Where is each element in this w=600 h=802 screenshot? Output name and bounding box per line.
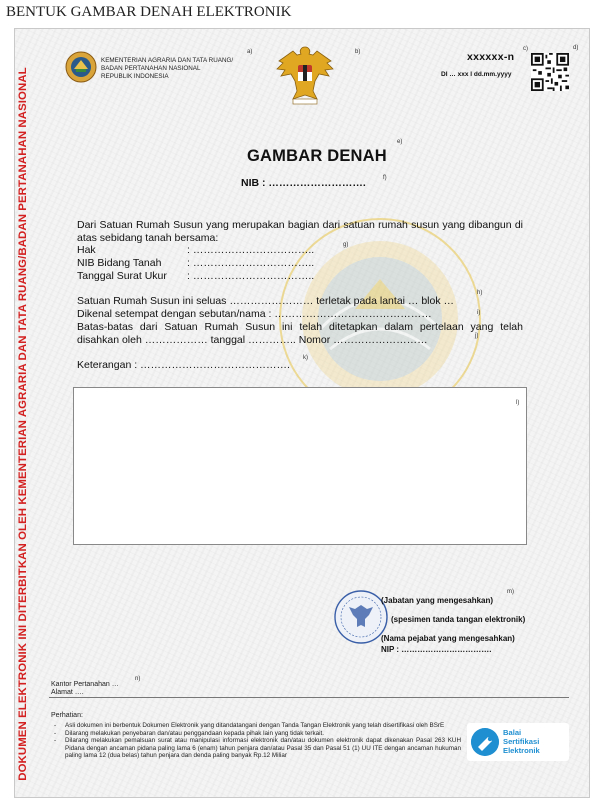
- signature-official-name: (Nama pejabat yang mengesahkan): [381, 634, 515, 643]
- bsre-badge: [467, 723, 569, 761]
- field-nib-bidang: [77, 257, 314, 269]
- document-date: DI … xxx l dd.mm.yyyy: [441, 71, 512, 78]
- warning-item: - Dilarang melakukan pemalsuan surat atau manipulasi informasi elektronik dan/atau dokumen elektronik dapat dikenakan Pasal 263 KUH Pidana dengan ancaman pidana paling lama 6 (enam) tahun penjara dan/atau Pasal 35 dan Pasal 51 (1) UU ITE dengan ancaman hukuman paling lama 12 (dua belas) tahun penjara dan denda paling banyak Rp.12 Miliar: [51, 737, 461, 760]
- field-value: : ……………………………..: [187, 257, 315, 269]
- keterangan-line: Keterangan : …………………………………….: [77, 359, 290, 371]
- field-value: : ……………………………..: [187, 244, 315, 256]
- field-value: : ……………………………..: [187, 270, 315, 282]
- floor-plan-box: [73, 387, 527, 545]
- bsre-line-3: Elektronik: [503, 746, 540, 755]
- marker-j: j): [475, 333, 479, 339]
- signature-nip: NIP : …………………………….: [381, 645, 492, 654]
- marker-b: b): [355, 49, 361, 55]
- ministry-logo-icon: [65, 51, 97, 83]
- ministry-line-3: REPUBLIK INDONESIA: [101, 73, 169, 80]
- office-address: Alamat ….: [51, 689, 84, 696]
- office-name: Kantor Pertanahan …: [51, 681, 119, 688]
- marker-d: d): [573, 45, 579, 51]
- marker-c: c): [523, 46, 528, 52]
- page-heading: BENTUK GAMBAR DENAH ELEKTRONIK: [6, 4, 292, 20]
- warning-item: - Asli dokumen ini berbentuk Dokumen Elektronik yang ditandatangani dengan Tanda Tangan Elektronik yang telah disertifikasi oleh BSrE: [51, 722, 461, 730]
- field-label: Hak: [77, 244, 96, 256]
- intro-paragraph: Dari Satuan Rumah Susun yang merupakan bagian dari satuan rumah susun yang dibangun di atas sebidang tanah bersama:: [77, 219, 523, 244]
- field-label: Tanggal Surat Ukur: [77, 270, 167, 282]
- nib-line: NIB : ……………………….: [241, 177, 366, 189]
- signature-specimen: (spesimen tanda tangan elektronik): [391, 615, 526, 624]
- boundary-paragraph: Batas-batas dari Satuan Rumah Susun ini telah ditetapkan dalam pertelaan yang telah disahkan oleh ……………… tanggal ………….. Nomor ………………………: [77, 321, 523, 346]
- marker-k: k): [303, 355, 308, 361]
- marker-i: i): [477, 310, 481, 316]
- bsre-name: [503, 728, 540, 755]
- marker-m: m): [507, 589, 514, 595]
- side-vertical-text: DOKUMEN ELEKTRONIK INI DITERBITKAN OLEH KEMENTERIAN AGRARIA DAN TATA RUANG/BADAN PERTANAHAN NASIONAL: [17, 67, 29, 781]
- document-code: xxxxxx-n: [467, 51, 515, 63]
- marker-e: e): [397, 139, 403, 145]
- field-label: NIB Bidang Tanah: [77, 257, 162, 269]
- marker-h: h): [477, 290, 483, 296]
- marker-a: a): [247, 49, 253, 55]
- marker-n: n): [135, 676, 141, 682]
- marker-l: l): [516, 400, 520, 406]
- warning-item: - Dilarang melakukan penyebaran dan/atau penggandaan kepada pihak lain yang tidak terkait.: [51, 730, 461, 738]
- document-sheet: [14, 28, 590, 798]
- marker-f: f): [383, 175, 387, 181]
- field-tanggal-surat-ukur: [77, 270, 314, 282]
- qr-code-icon[interactable]: [531, 53, 569, 91]
- field-hak: [77, 244, 314, 256]
- ministry-line-1: KEMENTERIAN AGRARIA DAN TATA RUANG/: [101, 57, 234, 64]
- garuda-emblem-icon: [271, 41, 339, 107]
- warning-title: Perhatian:: [51, 712, 83, 719]
- document-title: GAMBAR DENAH: [247, 147, 387, 165]
- ministry-name: [101, 57, 233, 81]
- warning-list: [51, 722, 461, 760]
- bsre-logo-icon: [471, 728, 499, 756]
- marker-g: g): [343, 242, 349, 248]
- divider-line: [49, 697, 569, 698]
- unit-size-line: Satuan Rumah Susun ini seluas …………………… terletak pada lantai … blok …: [77, 295, 455, 307]
- bsre-line-1: Balai: [503, 728, 522, 737]
- ministry-line-2: BADAN PERTANAHAN NASIONAL: [101, 65, 201, 72]
- local-name-line: Dikenal setempat dengan sebutan/nama : ………………………………………: [77, 308, 432, 320]
- bsre-line-2: Sertifikasi: [503, 737, 540, 746]
- signature-position: (Jabatan yang mengesahkan): [381, 596, 494, 605]
